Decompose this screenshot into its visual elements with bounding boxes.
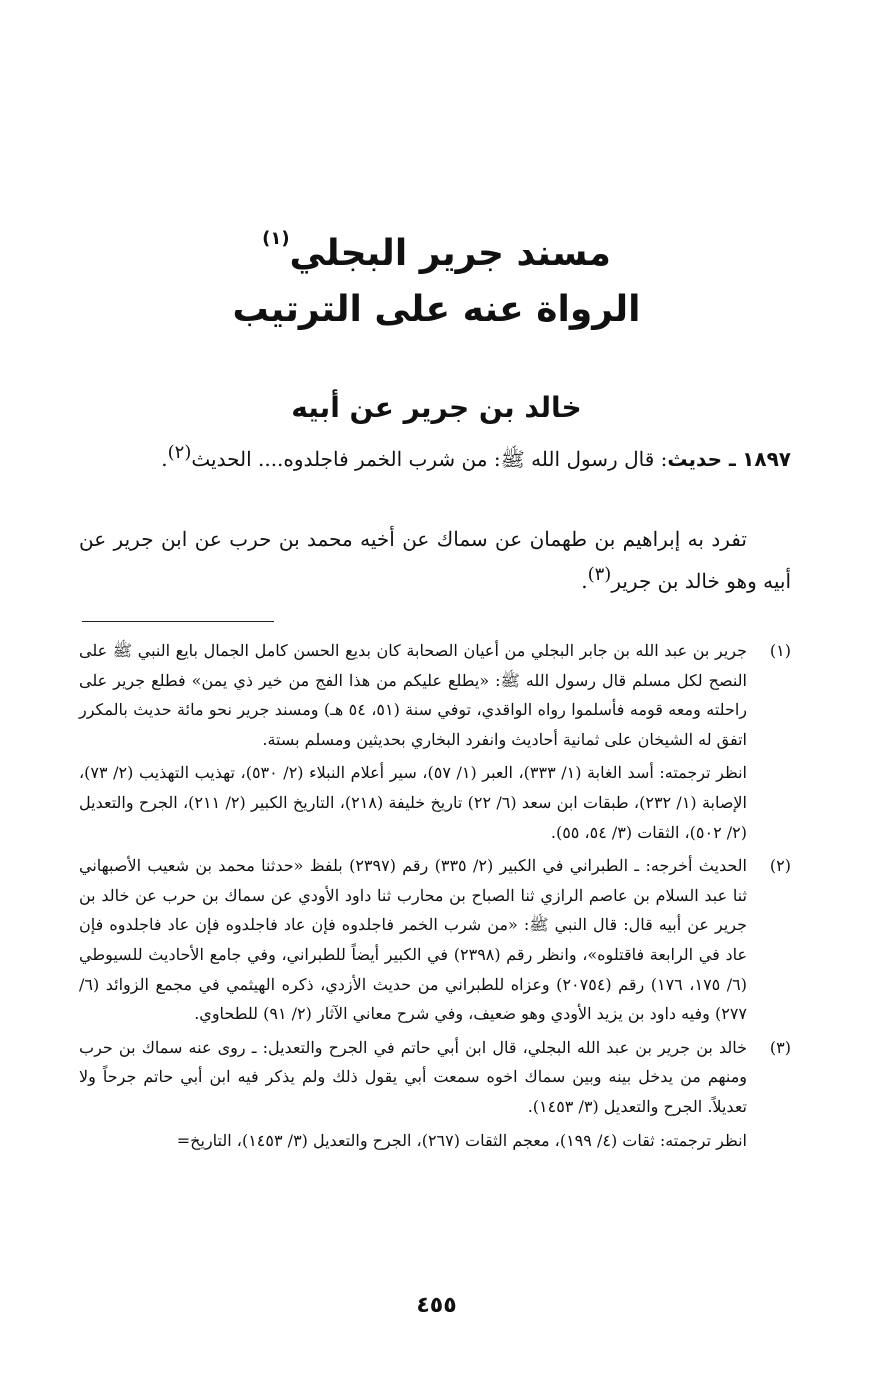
narrators-subtitle: الرواة عنه على الترتيب — [232, 289, 641, 330]
page-number: ٤٥٥ — [416, 1293, 457, 1318]
musnad-title-text: مسند جرير البجلي — [289, 233, 611, 274]
isnad-note-paragraph — [79, 518, 791, 602]
footnotes-section — [79, 636, 791, 1159]
isnad-note-end: . — [581, 569, 588, 593]
isnad-note-text: تفرد به إبراهيم بن طهمان عن سماك عن أخيه محمد بن حرب عن ابن جرير عن أبيه وهو خالد بن جرير — [79, 527, 791, 593]
hadith-number: ١٨٩٧ — [742, 447, 791, 471]
hadith-footnote-ref[interactable]: (٢) — [167, 442, 192, 463]
footnote-body — [79, 851, 747, 1029]
footnote-paragraph: الحديث أخرجه: ـ الطبراني في الكبير (٢/ ٣٣٥) رقم (٢٣٩٧) بلفظ «حدثنا محمد بن شعيب الأصبهاني ثنا عبد السلام بن عاصم الرازي ثنا الصباح بن محارب ثنا داود الأودي عن سماك بن حرب عن خالد بن جرير عن أبيه قال: قال النبي ﷺ: «من شرب الخمر فاجلدوه فإن عاد فاجلدوه فإن عاد فاجلدوه فإن عاد في الرابعة فاقتلوه»، وانظر رقم (٢٣٩٨) في الكبير أيضاً للطبراني، وفي جامع الأحاديث للسيوطي (٦/ ١٧٥، ١٧٦) رقم (٢٠٧٥٤) وعزاه للطبراني من حديث الأزدي، ذكره الهيثمي في مجمع الزوائد (٦/ ٢٧٧) وفيه داود بن يزيد الأودي وهو ضعيف، وفي شرح معاني الآثار (٢/ ٩١) للطحاوي. — [79, 856, 748, 1024]
footnote-number: (٢) — [769, 856, 791, 876]
footnote-1 — [79, 636, 791, 847]
footnote-paragraph: جرير بن عبد الله بن جابر البجلي من أعيان الصحابة كان بديع الحسن كامل الجمال بايع النبي ﷺ على النصح لكل مسلم قال رسول الله ﷺ: «يطلع عليكم من هذا الفج من خير ذي يمن» فطلع جرير على راحلته ومعه قومه فأسلموا رواه الواقدي، توفي سنة (٥١، ٥٤ هـ) ومسند جرير نحو مائة حديث بالمكرر اتفق له الشيخان على ثمانية أحاديث وانفرد البخاري بحديثين ومسلم بستة. — [79, 641, 747, 749]
title-footnote-ref[interactable]: (١) — [262, 228, 290, 249]
isnad-footnote-ref[interactable]: (٣) — [587, 564, 612, 585]
footnote-number: (١) — [769, 641, 791, 660]
footnote-body — [79, 636, 747, 847]
footnote-body — [79, 1033, 747, 1155]
hadith-end: . — [161, 447, 168, 471]
footnote-divider — [82, 621, 274, 622]
section-heading: خالد بن جرير عن أبيه — [291, 391, 582, 424]
footnote-paragraph: خالد بن جرير بن عبد الله البجلي، قال ابن أبي حاتم في الجرح والتعديل: ـ روى عنه سماك بن حرب ومنهم من يدخل بينه وبين سماك اخوه سمعت أبي يقول ذلك ولم يذكر فيه ابن أبي حاتم جرحاً ولا تعديلاً. الجرح والتعديل (٣/ ١٤٥٣). — [79, 1037, 747, 1116]
hadith-text: : قال رسول الله ﷺ: من شرب الخمر فاجلدوه.... الحديث — [191, 447, 668, 471]
footnote-2 — [79, 851, 791, 1029]
footnote-paragraph: انظر ترجمته: ثقات (٤/ ١٩٩)، معجم الثقات (٢٦٧)، الجرح والتعديل (٣/ ١٤٥٣)، التاريخ= — [176, 1130, 747, 1150]
footnote-paragraph: انظر ترجمته: أسد الغابة (١/ ٣٣٣)، العبر (١/ ٥٧)، سير أعلام النبلاء (٢/ ٥٣٠)، تهذيب التهذيب (٢/ ٧٣)، الإصابة (١/ ٢٣٢)، طبقات ابن سعد (٦/ ٢٢) تاريخ خليفة (٢١٨)، التاريخ الكبير (٢/ ٢١١)، الجرح والتعديل (٢/ ٥٠٢)، الثقات (٣/ ٥٤، ٥٥). — [79, 763, 748, 842]
hadith-paragraph — [79, 438, 791, 480]
footnote-number: (٣) — [769, 1037, 791, 1057]
footnote-3 — [79, 1033, 791, 1155]
musnad-title — [0, 228, 873, 274]
hadith-label: ـ حديث — [667, 447, 736, 471]
